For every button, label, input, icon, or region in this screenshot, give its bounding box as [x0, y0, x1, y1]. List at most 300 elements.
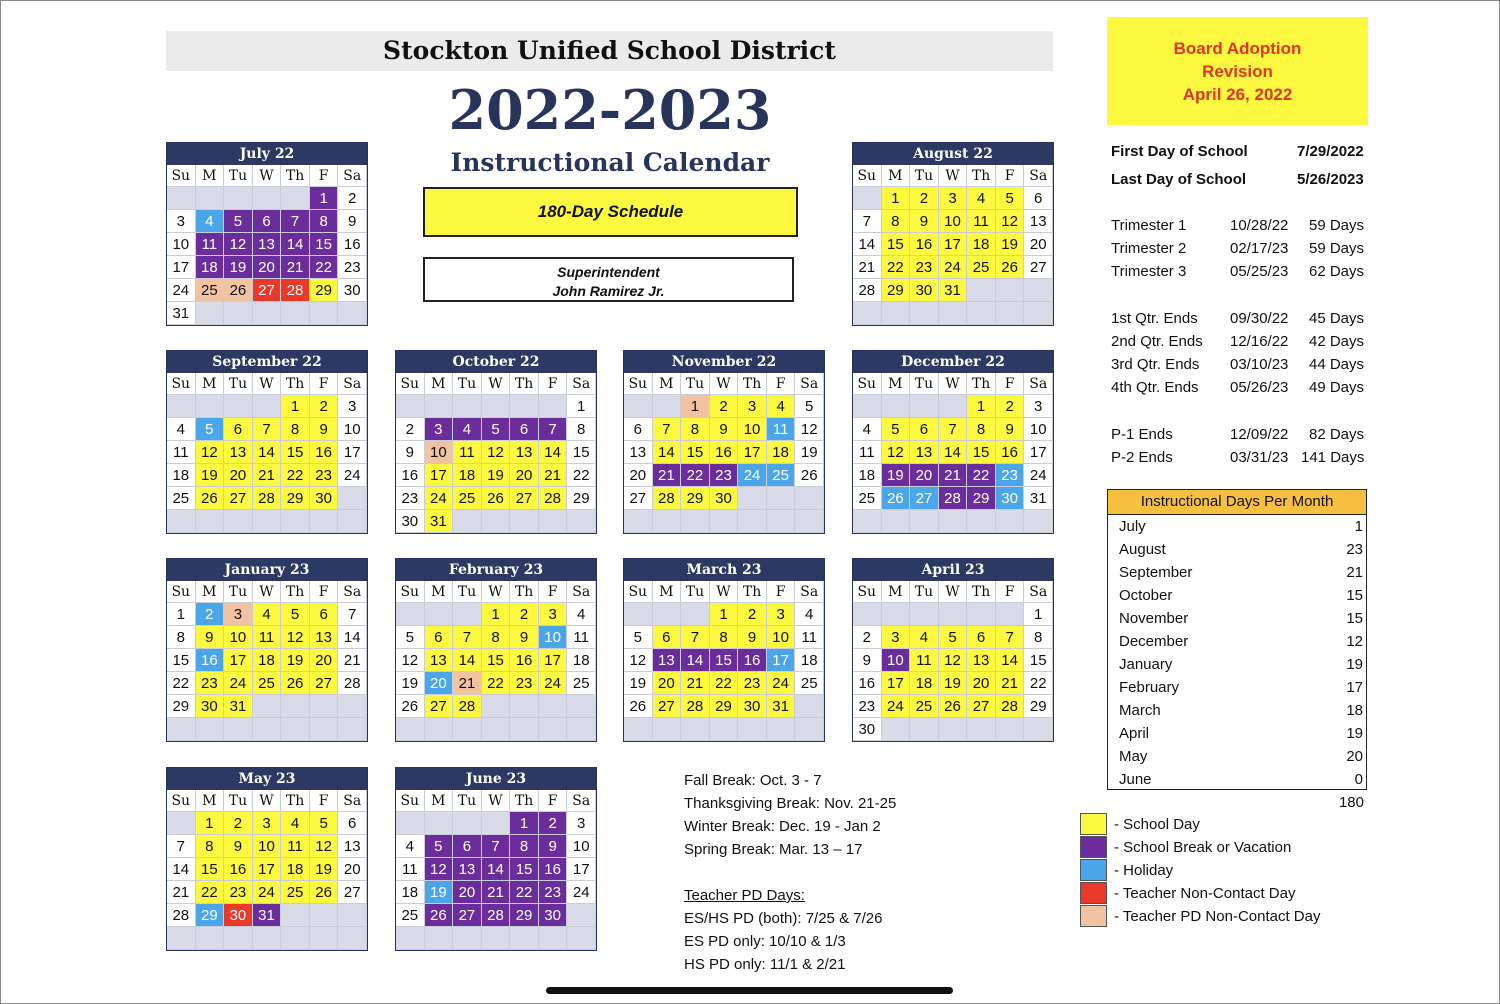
weekday-header: M [653, 581, 682, 603]
day-cell: 19 [482, 464, 511, 487]
day-cell: 2 [853, 626, 882, 649]
period-days: 42 Days [1309, 333, 1365, 350]
empty-cell [338, 510, 367, 533]
day-cell: 10 [338, 418, 367, 441]
ipm-month: December [1119, 633, 1189, 650]
day-cell: 30 [338, 279, 367, 302]
legend-swatch [1080, 905, 1107, 927]
day-cell: 12 [482, 441, 511, 464]
empty-cell [910, 603, 939, 626]
empty-cell [453, 718, 482, 741]
day-cell: 27 [653, 695, 682, 718]
empty-cell [196, 302, 225, 325]
day-cell: 1 [281, 395, 310, 418]
day-cell: 1 [310, 187, 339, 210]
day-cell: 23 [853, 695, 882, 718]
day-cell: 29 [310, 279, 339, 302]
weekday-header: Su [624, 581, 653, 603]
day-cell: 2 [539, 812, 568, 835]
day-cell: 10 [939, 210, 968, 233]
day-cell: 17 [253, 858, 282, 881]
day-cell: 3 [767, 603, 796, 626]
weekday-header: W [253, 790, 282, 812]
period-date: 03/31/23 [1230, 449, 1289, 466]
day-cell: 12 [396, 649, 425, 672]
day-cell: 28 [996, 695, 1025, 718]
ipm-days: 19 [1346, 656, 1363, 673]
legend-swatch [1080, 836, 1107, 858]
month-calendar [166, 350, 368, 534]
day-cell: 2 [396, 418, 425, 441]
weekday-header: Su [396, 581, 425, 603]
day-cell: 29 [882, 279, 911, 302]
day-cell: 26 [882, 487, 911, 510]
empty-cell [681, 603, 710, 626]
day-cell: 7 [338, 603, 367, 626]
day-cell: 27 [1024, 256, 1053, 279]
day-cell: 5 [224, 210, 253, 233]
day-cell: 17 [1024, 441, 1053, 464]
weekday-header: Su [853, 373, 882, 395]
empty-cell [396, 603, 425, 626]
day-cell: 18 [567, 649, 596, 672]
day-cell: 4 [196, 210, 225, 233]
weekday-header: Su [167, 790, 196, 812]
day-cell: 16 [996, 441, 1025, 464]
empty-cell [710, 510, 739, 533]
day-cell: 26 [425, 904, 454, 927]
day-cell: 30 [224, 904, 253, 927]
day-cell: 6 [224, 418, 253, 441]
day-cell: 29 [967, 487, 996, 510]
day-cell: 26 [795, 464, 824, 487]
day-cell: 6 [967, 626, 996, 649]
weekday-header: M [882, 581, 911, 603]
day-cell: 13 [1024, 210, 1053, 233]
day-cell: 9 [510, 626, 539, 649]
weekday-header: F [539, 373, 568, 395]
month-calendar [166, 558, 368, 742]
day-cell: 3 [425, 418, 454, 441]
day-cell: 9 [196, 626, 225, 649]
day-cell: 9 [738, 626, 767, 649]
day-cell: 20 [653, 672, 682, 695]
empty-cell [224, 302, 253, 325]
day-cell: 13 [253, 233, 282, 256]
day-cell: 26 [224, 279, 253, 302]
empty-cell [539, 395, 568, 418]
day-cell: 1 [681, 395, 710, 418]
day-cell: 12 [939, 649, 968, 672]
fall-break: Fall Break: Oct. 3 - 7 [684, 772, 822, 789]
day-cell: 28 [338, 672, 367, 695]
day-cell: 3 [539, 603, 568, 626]
weekday-header: W [253, 165, 282, 187]
day-cell: 1 [167, 603, 196, 626]
day-cell: 8 [281, 418, 310, 441]
empty-cell [910, 510, 939, 533]
weekday-header: F [539, 581, 568, 603]
day-cell: 15 [967, 441, 996, 464]
day-cell: 30 [853, 718, 882, 741]
empty-cell [882, 603, 911, 626]
weekday-header: Tu [453, 790, 482, 812]
day-cell: 11 [253, 626, 282, 649]
day-cell: 11 [795, 626, 824, 649]
day-cell: 6 [910, 418, 939, 441]
day-cell: 3 [224, 603, 253, 626]
empty-cell [224, 927, 253, 950]
empty-cell [681, 718, 710, 741]
weekday-header: Tu [910, 165, 939, 187]
day-cell: 25 [795, 672, 824, 695]
day-cell: 19 [939, 672, 968, 695]
day-cell: 23 [224, 881, 253, 904]
empty-cell [795, 487, 824, 510]
empty-cell [853, 603, 882, 626]
day-cell: 28 [453, 695, 482, 718]
month-calendar [166, 767, 368, 951]
day-cell: 7 [453, 626, 482, 649]
empty-cell [567, 718, 596, 741]
superintendent-name: John Ramirez Jr. [552, 283, 665, 299]
day-cell: 3 [939, 187, 968, 210]
day-cell: 20 [338, 858, 367, 881]
ipm-days: 0 [1354, 771, 1363, 788]
period-date: 02/17/23 [1230, 240, 1289, 257]
empty-cell [1024, 302, 1053, 325]
day-cell: 27 [624, 487, 653, 510]
board-adoption-banner [1107, 17, 1368, 125]
empty-cell [167, 510, 196, 533]
period-days: 44 Days [1309, 356, 1365, 373]
empty-cell [510, 395, 539, 418]
empty-cell [510, 695, 539, 718]
weekday-header: Th [510, 373, 539, 395]
day-cell: 23 [510, 672, 539, 695]
day-cell: 19 [310, 858, 339, 881]
month-calendar [852, 350, 1054, 534]
day-cell: 14 [338, 626, 367, 649]
empty-cell [425, 718, 454, 741]
day-cell: 4 [396, 835, 425, 858]
empty-cell [167, 718, 196, 741]
day-cell: 27 [967, 695, 996, 718]
day-cell: 21 [681, 672, 710, 695]
ipm-row [1108, 745, 1366, 768]
day-cell: 6 [453, 835, 482, 858]
day-cell: 31 [224, 695, 253, 718]
ipm-days: 20 [1346, 748, 1363, 765]
legend-swatch [1080, 813, 1107, 835]
empty-cell [482, 927, 511, 950]
first-day-value: 7/29/2022 [1297, 143, 1364, 160]
empty-cell [996, 279, 1025, 302]
day-cell: 8 [310, 210, 339, 233]
day-cell: 3 [1024, 395, 1053, 418]
day-cell: 30 [196, 695, 225, 718]
empty-cell [224, 395, 253, 418]
month-calendar [395, 558, 597, 742]
day-cell: 10 [167, 233, 196, 256]
empty-cell [939, 718, 968, 741]
empty-cell [882, 395, 911, 418]
period-days: 49 Days [1309, 379, 1365, 396]
day-cell: 30 [310, 487, 339, 510]
period-label: Trimester 2 [1111, 240, 1187, 257]
day-cell: 30 [539, 904, 568, 927]
day-cell: 17 [767, 649, 796, 672]
empty-cell [338, 302, 367, 325]
day-cell: 25 [453, 487, 482, 510]
empty-cell [710, 718, 739, 741]
day-cell: 20 [253, 256, 282, 279]
ipm-days: 1 [1354, 518, 1363, 535]
empty-cell [253, 187, 282, 210]
ipm-month: August [1119, 541, 1166, 558]
day-cell: 14 [253, 441, 282, 464]
day-cell: 22 [281, 464, 310, 487]
weekday-header: Tu [224, 790, 253, 812]
empty-cell [281, 718, 310, 741]
period-date: 09/30/22 [1230, 310, 1289, 327]
day-cell: 12 [882, 441, 911, 464]
weekday-header: Su [624, 373, 653, 395]
day-cell: 10 [882, 649, 911, 672]
day-cell: 15 [482, 649, 511, 672]
day-cell: 24 [167, 279, 196, 302]
weekday-header: Th [281, 790, 310, 812]
day-cell: 14 [539, 441, 568, 464]
empty-cell [624, 395, 653, 418]
empty-cell [767, 510, 796, 533]
weekday-header: F [996, 373, 1025, 395]
empty-cell [338, 904, 367, 927]
empty-cell [425, 603, 454, 626]
pd-days-hs: HS PD only: 11/1 & 2/21 [684, 956, 846, 973]
day-cell: 7 [539, 418, 568, 441]
day-cell: 5 [425, 835, 454, 858]
empty-cell [967, 279, 996, 302]
weekday-header: Th [510, 581, 539, 603]
weekday-header: M [196, 581, 225, 603]
day-cell: 6 [338, 812, 367, 835]
empty-cell [196, 187, 225, 210]
empty-cell [224, 510, 253, 533]
day-cell: 25 [196, 279, 225, 302]
empty-cell [453, 927, 482, 950]
pd-days-es: ES PD only: 10/10 & 1/3 [684, 933, 846, 950]
day-cell: 8 [710, 626, 739, 649]
day-cell: 28 [167, 904, 196, 927]
day-cell: 9 [853, 649, 882, 672]
empty-cell [539, 695, 568, 718]
ipm-row [1108, 561, 1366, 584]
legend-label: - Holiday [1114, 862, 1174, 879]
period-label: Trimester 3 [1111, 263, 1187, 280]
ipm-month: April [1119, 725, 1150, 742]
day-cell: 21 [939, 464, 968, 487]
day-cell: 22 [710, 672, 739, 695]
period-date: 12/09/22 [1230, 426, 1289, 443]
day-cell: 18 [253, 649, 282, 672]
day-cell: 1 [482, 603, 511, 626]
day-cell: 30 [910, 279, 939, 302]
empty-cell [1024, 279, 1053, 302]
day-cell: 14 [453, 649, 482, 672]
empty-cell [253, 395, 282, 418]
day-cell: 25 [767, 464, 796, 487]
day-cell: 10 [738, 418, 767, 441]
day-cell: 2 [710, 395, 739, 418]
empty-cell [853, 510, 882, 533]
period-date: 05/25/23 [1230, 263, 1289, 280]
day-cell: 2 [910, 187, 939, 210]
period-label: 3rd Qtr. Ends [1111, 356, 1200, 373]
period-days: 62 Days [1309, 263, 1365, 280]
day-cell: 6 [310, 603, 339, 626]
ipm-month: January [1119, 656, 1173, 673]
day-cell: 22 [967, 464, 996, 487]
day-cell: 17 [539, 649, 568, 672]
day-cell: 9 [224, 835, 253, 858]
empty-cell [939, 603, 968, 626]
day-cell: 22 [310, 256, 339, 279]
day-cell: 17 [167, 256, 196, 279]
day-cell: 15 [281, 441, 310, 464]
day-cell: 26 [396, 695, 425, 718]
weekday-header: Su [396, 373, 425, 395]
day-cell: 22 [196, 881, 225, 904]
month-title: September 22 [167, 351, 367, 373]
empty-cell [338, 487, 367, 510]
day-cell: 16 [196, 649, 225, 672]
empty-cell [910, 395, 939, 418]
day-cell: 29 [567, 487, 596, 510]
day-cell: 8 [1024, 626, 1053, 649]
empty-cell [882, 718, 911, 741]
empty-cell [539, 718, 568, 741]
day-cell: 26 [482, 487, 511, 510]
weekday-header: Sa [338, 373, 367, 395]
day-cell: 17 [939, 233, 968, 256]
period-label: Trimester 1 [1111, 217, 1187, 234]
day-cell: 11 [196, 233, 225, 256]
day-cell: 12 [281, 626, 310, 649]
day-cell: 10 [1024, 418, 1053, 441]
day-cell: 21 [453, 672, 482, 695]
pd-days-title: Teacher PD Days: [684, 887, 805, 904]
empty-cell [795, 718, 824, 741]
empty-cell [196, 510, 225, 533]
day-cell: 21 [338, 649, 367, 672]
day-cell: 9 [310, 418, 339, 441]
weekday-header: M [425, 373, 454, 395]
empty-cell [253, 718, 282, 741]
day-cell: 2 [196, 603, 225, 626]
day-cell: 21 [996, 672, 1025, 695]
day-cell: 11 [767, 418, 796, 441]
calendar-subtitle: Instructional Calendar [450, 148, 770, 177]
day-cell: 15 [167, 649, 196, 672]
instructional-days-title: Instructional Days Per Month [1108, 490, 1366, 515]
day-cell: 2 [510, 603, 539, 626]
day-cell: 18 [967, 233, 996, 256]
day-cell: 18 [795, 649, 824, 672]
day-cell: 18 [167, 464, 196, 487]
day-cell: 7 [681, 626, 710, 649]
empty-cell [310, 927, 339, 950]
empty-cell [910, 302, 939, 325]
weekday-header: Sa [567, 581, 596, 603]
empty-cell [738, 718, 767, 741]
day-cell: 1 [196, 812, 225, 835]
day-cell: 27 [425, 695, 454, 718]
weekday-header: Sa [338, 581, 367, 603]
day-cell: 2 [224, 812, 253, 835]
ipm-row [1108, 607, 1366, 630]
day-cell: 10 [253, 835, 282, 858]
day-cell: 15 [681, 441, 710, 464]
ipm-month: October [1119, 587, 1173, 604]
empty-cell [624, 603, 653, 626]
day-cell: 8 [510, 835, 539, 858]
day-cell: 30 [710, 487, 739, 510]
day-cell: 11 [281, 835, 310, 858]
empty-cell [396, 395, 425, 418]
day-cell: 6 [1024, 187, 1053, 210]
day-cell: 5 [882, 418, 911, 441]
weekday-header: F [310, 790, 339, 812]
empty-cell [567, 904, 596, 927]
empty-cell [510, 718, 539, 741]
empty-cell [567, 695, 596, 718]
day-cell: 8 [967, 418, 996, 441]
day-cell: 17 [567, 858, 596, 881]
empty-cell [396, 812, 425, 835]
weekday-header: Sa [1024, 373, 1053, 395]
day-cell: 24 [1024, 464, 1053, 487]
empty-cell [281, 510, 310, 533]
empty-cell [281, 302, 310, 325]
day-cell: 13 [510, 441, 539, 464]
day-cell: 13 [653, 649, 682, 672]
day-cell: 27 [510, 487, 539, 510]
day-cell: 9 [710, 418, 739, 441]
day-cell: 5 [795, 395, 824, 418]
day-cell: 19 [425, 881, 454, 904]
day-cell: 4 [567, 603, 596, 626]
empty-cell [882, 510, 911, 533]
day-cell: 2 [338, 187, 367, 210]
day-cell: 11 [910, 649, 939, 672]
day-cell: 17 [425, 464, 454, 487]
weekday-header: Th [281, 581, 310, 603]
month-title: April 23 [853, 559, 1053, 581]
day-cell: 13 [624, 441, 653, 464]
banner-line-3: April 26, 2022 [1182, 85, 1293, 104]
day-cell: 24 [567, 881, 596, 904]
day-cell: 14 [482, 858, 511, 881]
ipm-month: July [1119, 518, 1146, 535]
day-cell: 26 [939, 695, 968, 718]
break-notes [684, 769, 896, 976]
day-cell: 16 [738, 649, 767, 672]
day-cell: 5 [482, 418, 511, 441]
day-cell: 21 [281, 256, 310, 279]
weekday-header: F [310, 373, 339, 395]
day-cell: 25 [910, 695, 939, 718]
